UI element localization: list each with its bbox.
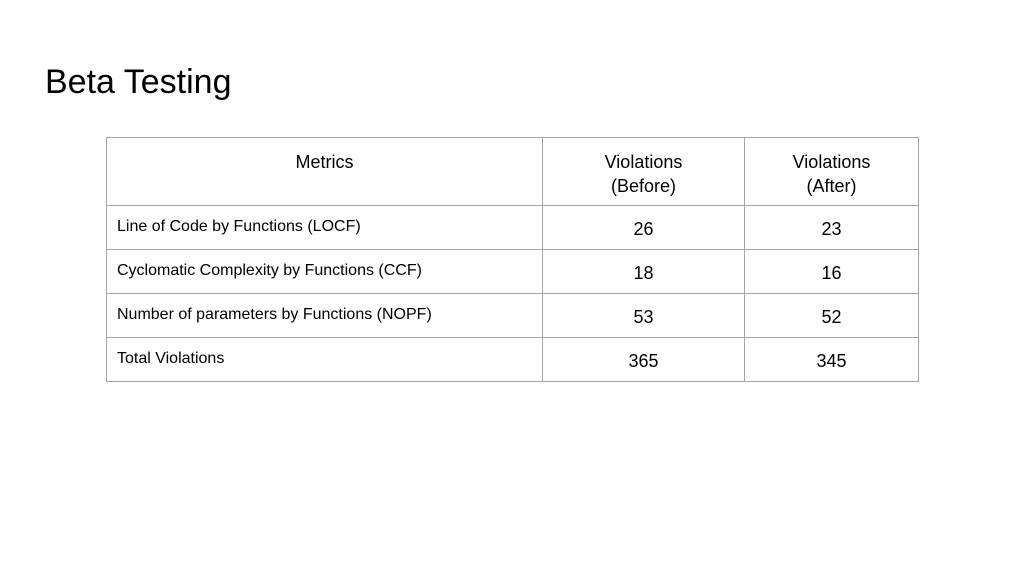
violations-after-cell: 345 bbox=[745, 338, 919, 382]
header-violations-after bbox=[745, 138, 919, 206]
header-violations-before-line2: (Before) bbox=[610, 176, 677, 196]
metric-name-cell: Cyclomatic Complexity by Functions (CCF) bbox=[107, 250, 543, 294]
violations-before-cell: 26 bbox=[543, 206, 745, 250]
header-violations-before bbox=[543, 138, 745, 206]
metric-name-cell: Total Violations bbox=[107, 338, 543, 382]
violations-before-cell: 18 bbox=[543, 250, 745, 294]
table-header-row bbox=[107, 138, 919, 206]
violations-after-cell: 52 bbox=[745, 294, 919, 338]
metrics-table bbox=[106, 137, 919, 382]
table-row-total bbox=[107, 338, 919, 382]
header-violations-after-line2: (After) bbox=[806, 176, 857, 196]
violations-before-cell: 53 bbox=[543, 294, 745, 338]
header-metrics-label: Metrics bbox=[295, 152, 354, 172]
table-row bbox=[107, 294, 919, 338]
header-violations-before-line1: Violations bbox=[604, 152, 683, 172]
violations-after-cell: 23 bbox=[745, 206, 919, 250]
header-violations-after-line1: Violations bbox=[792, 152, 871, 172]
metric-name-cell: Number of parameters by Functions (NOPF) bbox=[107, 294, 543, 338]
table-row bbox=[107, 250, 919, 294]
violations-before-cell: 365 bbox=[543, 338, 745, 382]
header-metrics bbox=[107, 138, 543, 206]
slide-title: Beta Testing bbox=[45, 63, 232, 101]
metric-name-cell: Line of Code by Functions (LOCF) bbox=[107, 206, 543, 250]
table-row bbox=[107, 206, 919, 250]
violations-after-cell: 16 bbox=[745, 250, 919, 294]
